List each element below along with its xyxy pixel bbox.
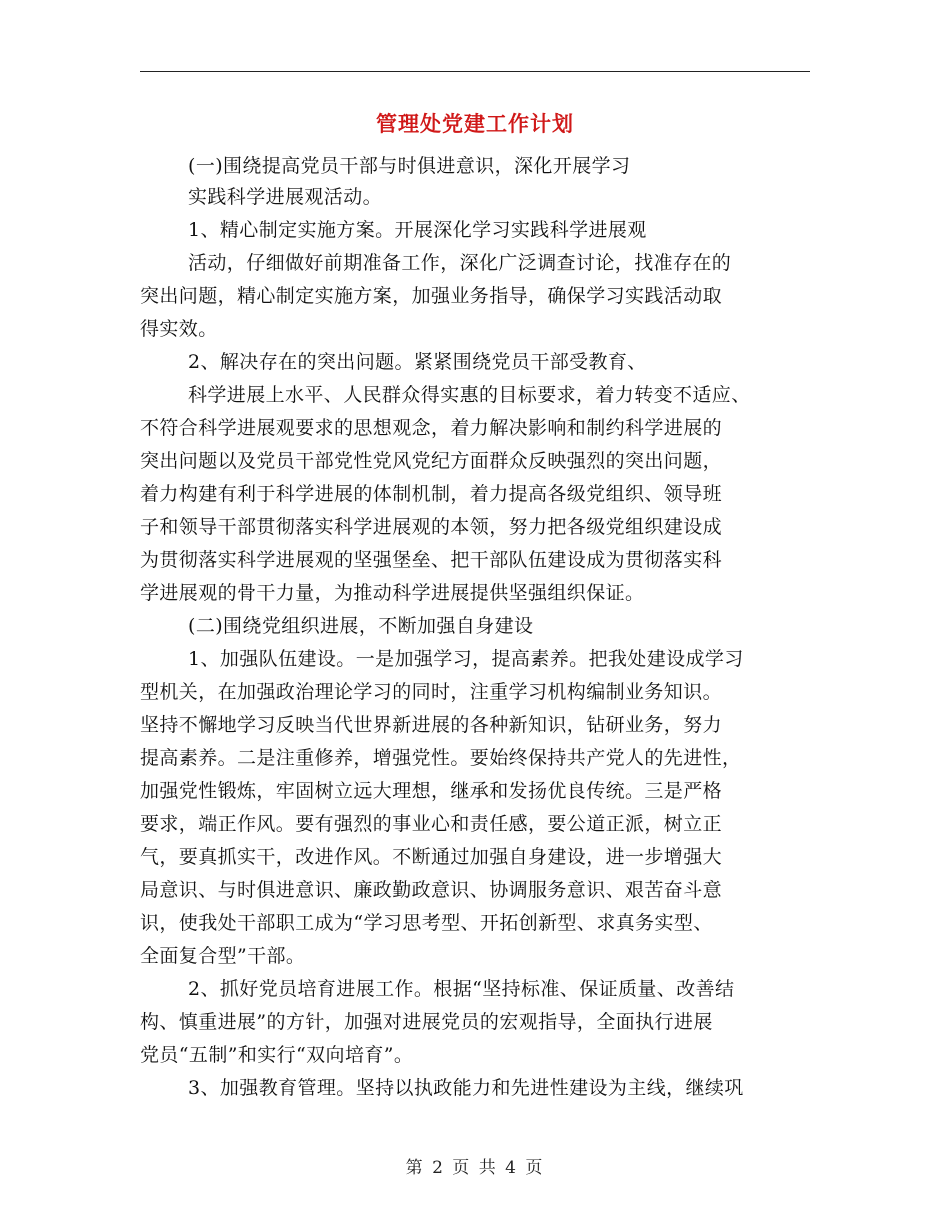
text-line: (二)围绕党组织进展，不断加强自身建设 [188, 615, 534, 637]
text-line: 为贯彻落实科学进展观的坚强堡垒、把干部队伍建设成为贯彻落实科 [140, 549, 723, 571]
text-line: 气，要真抓实干，改进作风。不断通过加强自身建设，进一步增强大 [140, 846, 723, 868]
text-line: 1、精心制定实施方案。开展深化学习实践科学进展观 [188, 219, 647, 241]
text-line: 1、加强队伍建设。一是加强学习，提高素养。把我处建设成学习 [188, 648, 744, 670]
text-line: 活动，仔细做好前期准备工作，深化广泛调查讨论，找准存在的 [188, 252, 732, 274]
text-line: 实践科学进展观活动。 [188, 186, 383, 208]
text-line: 党员“五制”和实行“双向培育”。 [140, 1044, 414, 1066]
text-line: 构、慎重进展”的方针，加强对进展党员的宏观指导，全面执行进展 [140, 1011, 713, 1033]
text-line: 子和领导干部贯彻落实科学进展观的本领，努力把各级党组织建设成 [140, 516, 723, 538]
text-line: 科学进展上水平、人民群众得实惠的目标要求，着力转变不适应、 [188, 384, 751, 406]
text-line: 3、加强教育管理。坚持以执政能力和先进性建设为主线，继续巩 [188, 1077, 744, 1099]
page-number: 第 2 页 共 4 页 [405, 1158, 545, 1178]
document-title: 管理处党建工作计划 [376, 112, 574, 136]
text-line: 突出问题，精心制定实施方案，加强业务指导，确保学习实践活动取 [140, 285, 723, 307]
text-line: 要求，端正作风。要有强烈的事业心和责任感，要公道正派，树立正 [140, 813, 723, 835]
header-rule [140, 71, 810, 72]
text-line: 得实效。 [140, 318, 218, 340]
text-line: 着力构建有利于科学进展的体制机制，着力提高各级党组织、领导班 [140, 483, 723, 505]
text-line: 识，使我处干部职工成为“学习思考型、开拓创新型、求真务实型、 [140, 912, 713, 934]
text-line: 2、解决存在的突出问题。紧紧围绕党员干部受教育、 [188, 351, 647, 373]
text-line: 局意识、与时俱进意识、廉政勤政意识、协调服务意识、艰苦奋斗意 [140, 879, 723, 901]
text-line: 不符合科学进展观要求的思想观念，着力解决影响和制约科学进展的 [140, 417, 723, 439]
text-line: 坚持不懈地学习反映当代世界新进展的各种新知识，钻研业务，努力 [140, 714, 723, 736]
text-line: 加强党性锻炼，牢固树立远大理想，继承和发扬优良传统。三是严格 [140, 780, 723, 802]
text-line: 突出问题以及党员干部党性党风党纪方面群众反映强烈的突出问题， [140, 450, 723, 472]
text-line: (一)围绕提高党员干部与时俱进意识，深化开展学习 [188, 155, 631, 177]
text-line: 学进展观的骨干力量，为推动科学进展提供坚强组织保证。 [140, 582, 645, 604]
text-line: 2、抓好党员培育进展工作。根据“坚持标准、保证质量、改善结 [188, 978, 735, 1000]
text-line: 型机关，在加强政治理论学习的同时，注重学习机构编制业务知识。 [140, 681, 723, 703]
text-line: 提高素养。二是注重修养，增强党性。要始终保持共产党人的先进性， [140, 747, 742, 769]
text-line: 全面复合型”干部。 [140, 945, 306, 967]
